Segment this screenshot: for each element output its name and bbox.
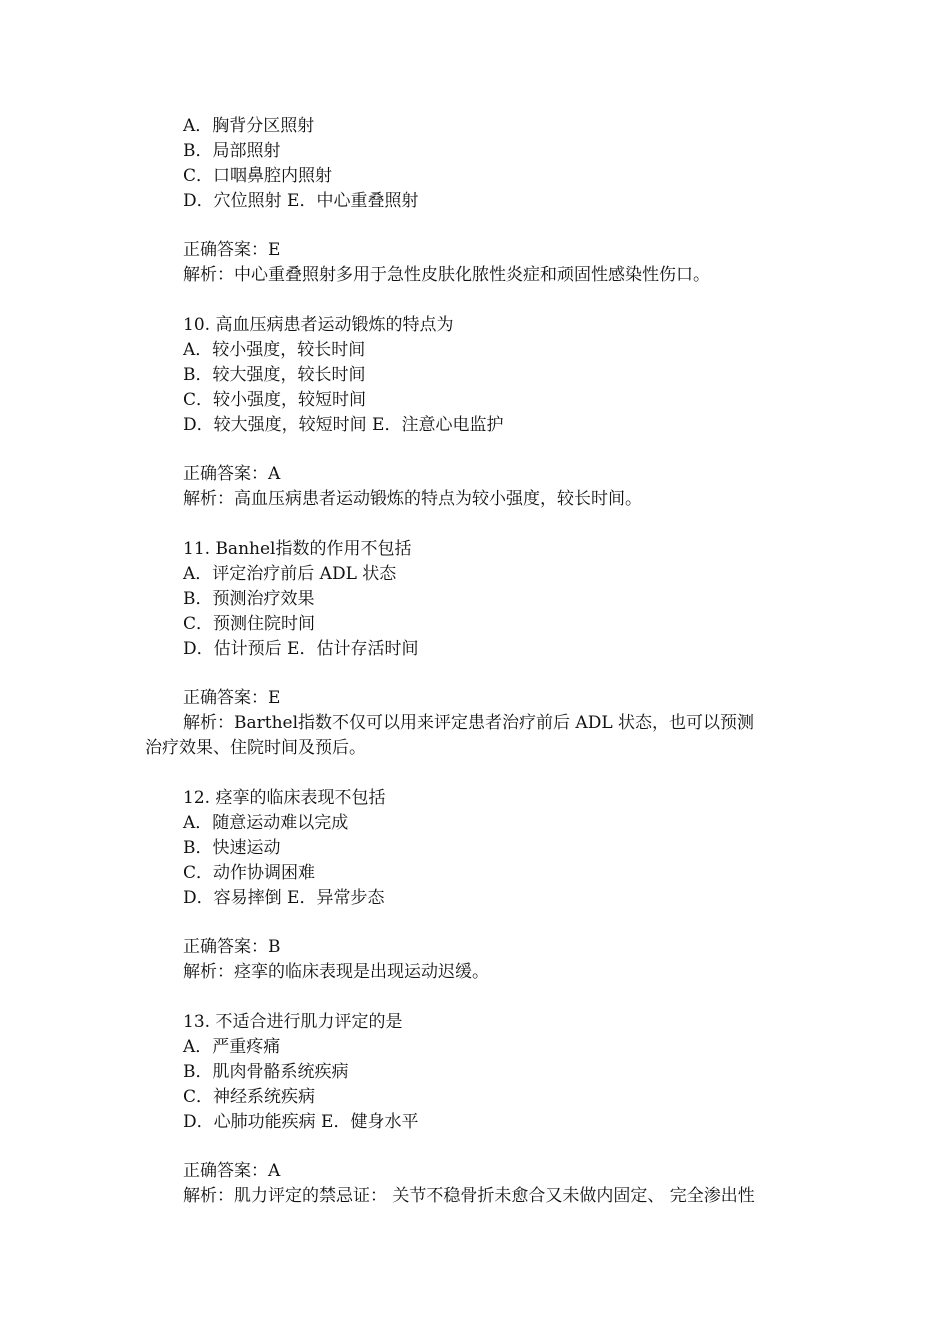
explanation: 解析：中心重叠照射多用于急性皮肤化脓性炎症和顽固性感染性伤口。 [183,265,710,285]
explanation-continued: 治疗效果、住院时间及预后。 [145,738,366,758]
correct-answer: 正确答案：E [183,240,281,260]
option-c: C．口咽鼻腔内照射 [183,166,333,186]
explanation: 解析：高血压病患者运动锻炼的特点为较小强度，较长时间。 [183,489,642,509]
question-title: 11. Banhel指数的作用不包括 [183,539,412,559]
option-c: C．较小强度，较短时间 [183,390,367,410]
correct-answer: 正确答案：B [183,937,281,957]
explanation: 解析：肌力评定的禁忌证： 关节不稳骨折未愈合又未做内固定、 完全渗出性 [183,1186,755,1206]
option-b: B．较大强度，较长时间 [183,365,366,385]
question-title: 12. 痉挛的临床表现不包括 [183,788,386,808]
option-c: C．神经系统疾病 [183,1087,316,1107]
option-c: C．动作协调困难 [183,863,316,883]
option-d-e: D．穴位照射 E．中心重叠照射 [183,191,419,211]
option-a: A．严重疼痛 [183,1037,281,1057]
option-b: B．肌肉骨骼系统疾病 [183,1062,349,1082]
question-title: 13. 不适合进行肌力评定的是 [183,1012,403,1032]
question-title: 10. 高血压病患者运动锻炼的特点为 [183,315,454,335]
correct-answer: 正确答案：A [183,464,281,484]
option-a: A．评定治疗前后 ADL 状态 [183,564,397,584]
explanation: 解析：痉挛的临床表现是出现运动迟缓。 [183,962,489,982]
explanation: 解析：Barthel指数不仅可以用来评定患者治疗前后 ADL 状态，也可以预测 [183,713,755,733]
option-d-e: D．较大强度，较短时间 E．注意心电监护 [183,415,504,435]
option-c: C．预测住院时间 [183,614,316,634]
option-d-e: D．估计预后 E．估计存活时间 [183,639,419,659]
option-b: B．预测治疗效果 [183,589,315,609]
option-b: B．快速运动 [183,838,281,858]
option-a: A．随意运动难以完成 [183,813,349,833]
option-a: A．较小强度，较长时间 [183,340,366,360]
option-a: A．胸背分区照射 [183,116,315,136]
correct-answer: 正确答案：A [183,1161,281,1181]
option-d-e: D．容易摔倒 E．异常步态 [183,888,385,908]
option-b: B．局部照射 [183,141,281,161]
correct-answer: 正确答案：E [183,688,281,708]
option-d-e: D．心肺功能疾病 E．健身水平 [183,1112,419,1132]
